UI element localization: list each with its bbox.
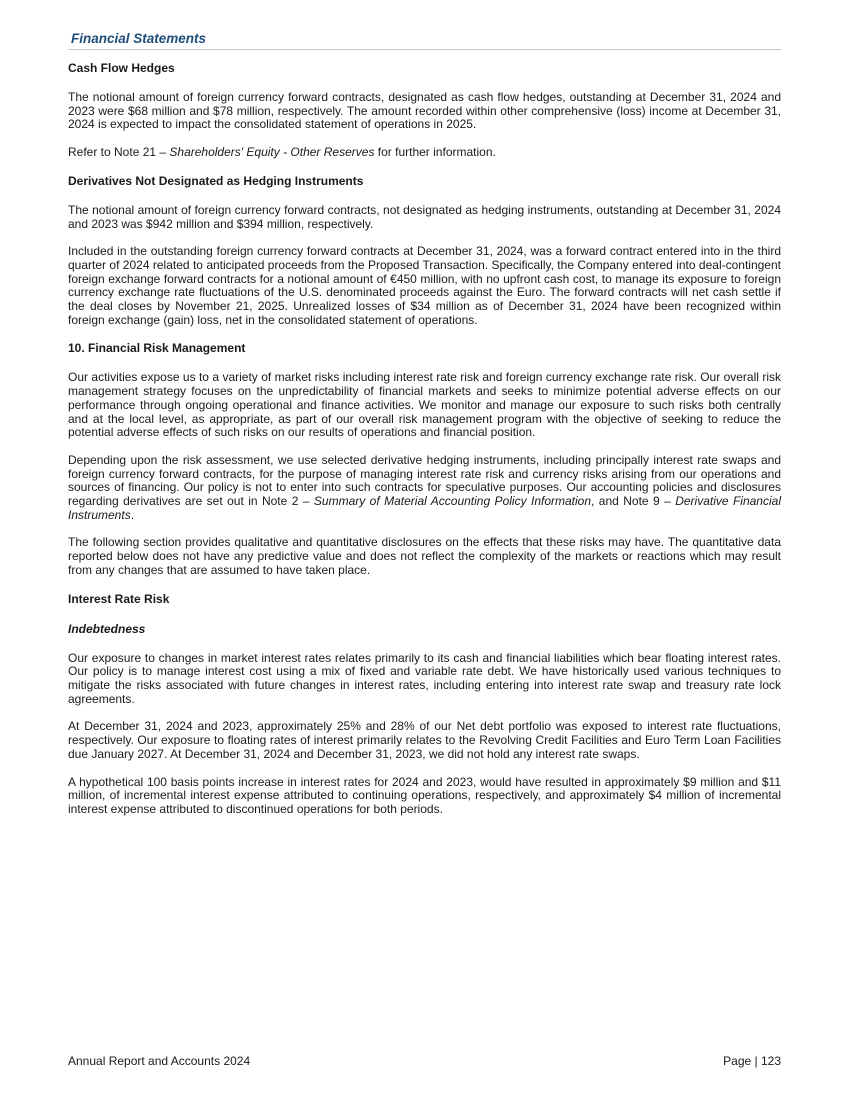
- heading-interest-rate-risk: Interest Rate Risk: [68, 591, 170, 606]
- paragraph-financial-risk-2: [68, 454, 781, 523]
- paragraph-derivatives-1: The notional amount of foreign currency forward contracts, not designated as hedging instruments, outstanding at December 31, 2024 and 2023 was $942 million and $394 million, respectively.: [68, 202, 781, 231]
- text-fragment: for further information.: [374, 145, 496, 160]
- text-fragment: , and Note 9 –: [591, 494, 676, 509]
- footer-report-title: Annual Report and Accounts 2024: [68, 1054, 251, 1068]
- paragraph-financial-risk-3: The following section provides qualitative and quantitative disclosures on the effects that these risks may have. The quantitative data reported below does not have any predictive value and does not reflect the complexity of the markets or reactions which may result from any changes that are assumed to have taken place.: [68, 535, 781, 577]
- paragraph-financial-risk-1: Our activities expose us to a variety of market risks including interest rate risk and foreign currency exchange rate risk. Our overall risk management strategy focuses on the unpredictability of financial markets and seeks to minimize potential adverse effects on our performance through ongoing operational and finance activities. We monitor and manage our exposure to such risks both centrally and at the local level, as appropriate, as part of our overall risk management program with the objective of seeking to reduce the potential adverse effects of such risks on our results of operations and financial position.: [68, 370, 781, 440]
- paragraph-cash-flow-hedges-2: [68, 146, 781, 160]
- paragraph-cash-flow-hedges-1: The notional amount of foreign currency forward contracts, designated as cash flow hedges, outstanding at December 31, 2024 and 2023 were $68 million and $78 million, respectively. The amount recorded within other comprehensive (loss) income at December 31, 2024 is expected to impact the consolidated statement of operations in 2025.: [68, 90, 781, 132]
- heading-financial-risk-management: 10. Financial Risk Management: [68, 341, 246, 356]
- subheading-indebtedness: Indebtedness: [68, 621, 146, 636]
- paragraph-interest-rate-1: Our exposure to changes in market interest rates relates primarily to its cash and financial liabilities which bear floating interest rates. Our policy is to manage interest cost using a mix of fixed and variable rate debt. We have historically used various techniques to mitigate the risks associated with future changes in interest rates, including entering into interest rate swap and treasury rate lock agreements.: [68, 650, 781, 706]
- heading-derivatives-not-designated: Derivatives Not Designated as Hedging Instruments: [68, 173, 364, 188]
- paragraph-interest-rate-2: At December 31, 2024 and 2023, approximately 25% and 28% of our Net debt portfolio was exposed to interest rate fluctuations, respectively. Our exposure to floating rates of interest primarily relates to the Revolving Credit Facilities and Euro Term Loan Facilities due January 2027. At December 31, 2024 and December 31, 2023, we did not hold any interest rate swaps.: [68, 719, 781, 761]
- text-fragment: Depending upon the risk assessment, we use selected derivative hedging instruments, including principally interest rate swaps and foreign currency forward contracts, for the purpose of managing interest rate risk and currency risks arising from our operations and sources of financing. Our policy is not to enter into such contracts for speculative purposes. Our accounting policies and disclosures regarding derivatives are set out in Note 2 –: [68, 452, 781, 509]
- text-fragment: .: [130, 507, 135, 522]
- document-page: [68, 30, 781, 831]
- note-reference-link-text: Shareholders' Equity - Other Reserves: [169, 145, 375, 160]
- footer-page-number: Page | 123: [723, 1054, 781, 1068]
- page-header-title: Financial Statements: [68, 30, 781, 50]
- paragraph-derivatives-2: Included in the outstanding foreign currency forward contracts at December 31, 2024, was a forward contract entered into in the third quarter of 2024 related to anticipated proceeds from the Proposed Transaction. Specifically, the Company entered into deal-contingent foreign exchange forward contracts for a notional amount of €450 million, with no upfront cash cost, to manage its exposure to foreign currency exchange rate fluctuations of the U.S. denominated proceeds against the Euro. The forward contracts will net cash settle if the deal closes by November 21, 2025. Unrealized losses of $34 million as of December 31, 2024 have been recognized within foreign exchange (gain) loss, net in the consolidated statement of operations.: [68, 244, 781, 327]
- paragraph-interest-rate-3: A hypothetical 100 basis points increase in interest rates for 2024 and 2023, would have resulted in approximately $9 million and $11 million, of incremental interest expense attributed to continuing operations, respectively, and approximately $4 million of incremental interest expense attributed to discontinued operations for both periods.: [68, 774, 781, 816]
- heading-cash-flow-hedges: Cash Flow Hedges: [68, 61, 175, 75]
- note-reference-text: Summary of Material Accounting Policy Information: [313, 494, 592, 509]
- text-fragment: Refer to Note 21 –: [68, 145, 170, 160]
- note-reference-text: Derivative Financial Instruments: [68, 494, 781, 522]
